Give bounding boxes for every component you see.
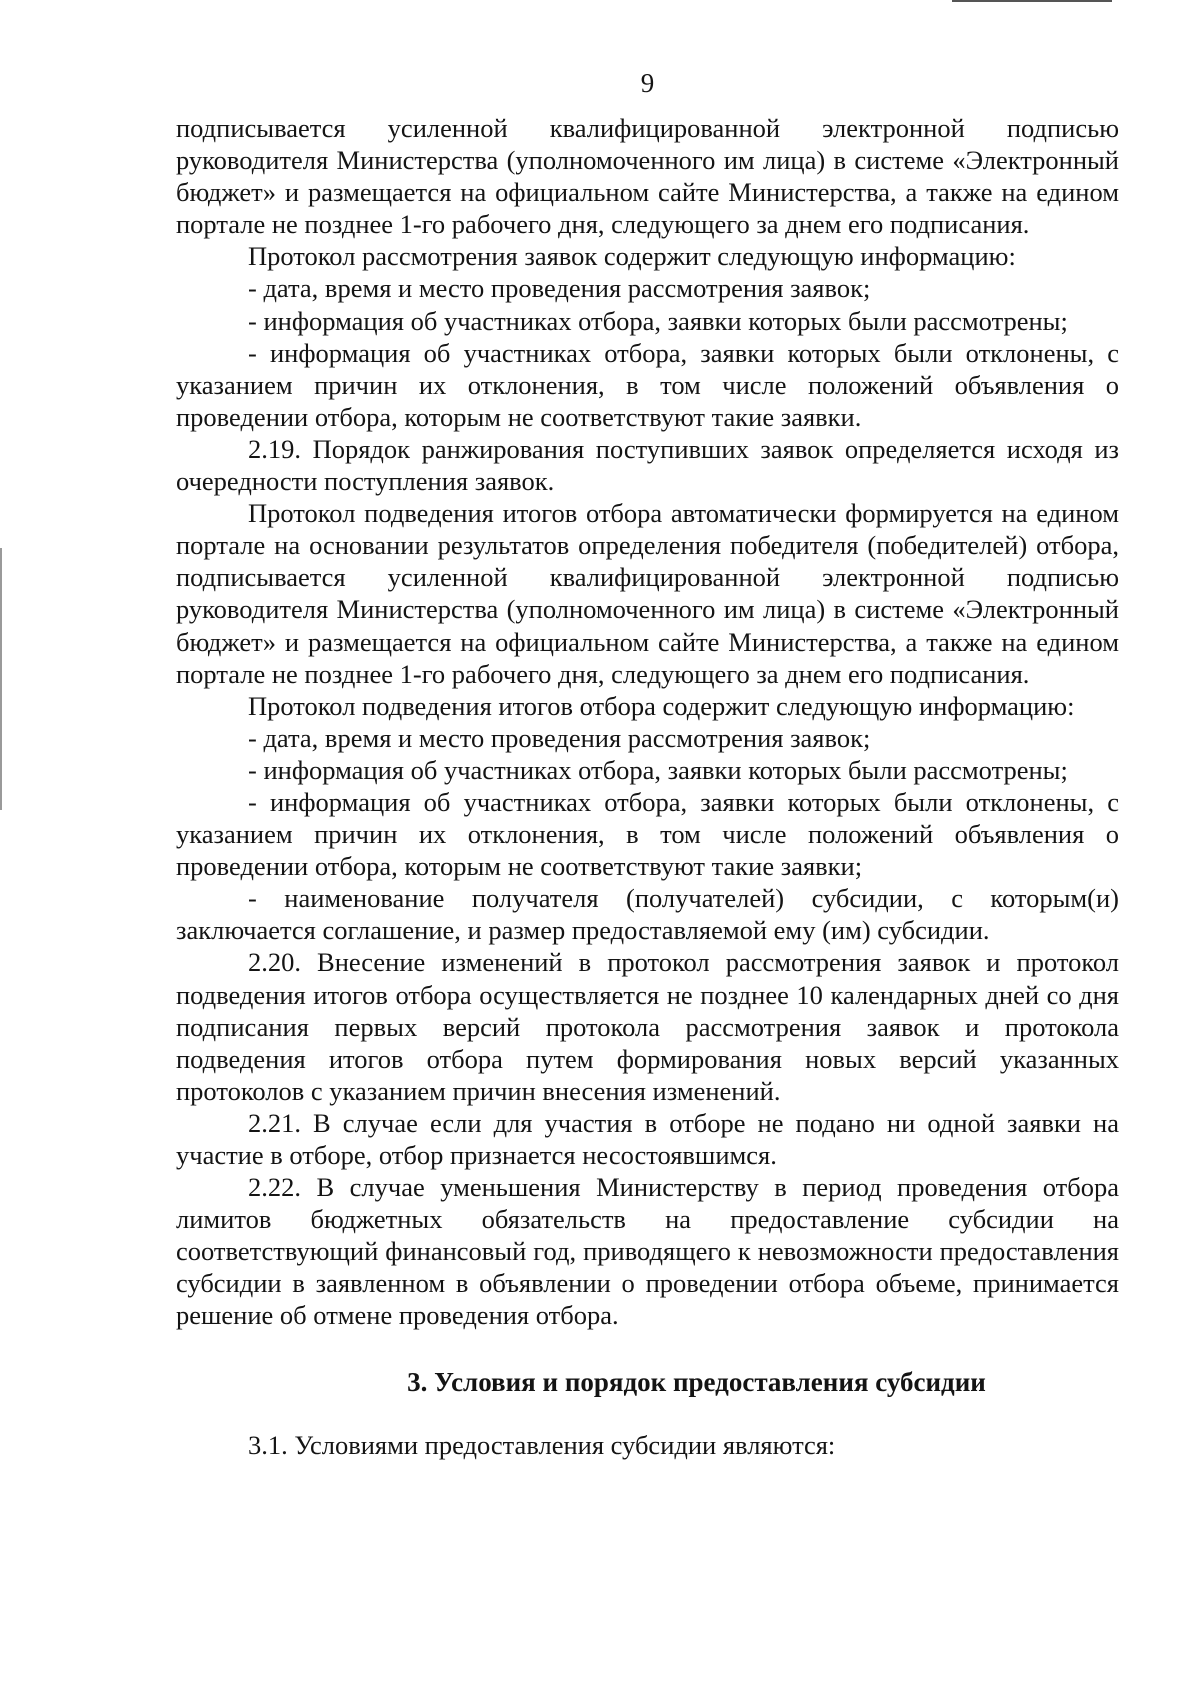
paragraph: 3.1. Условиями предоставления субсидии являются: <box>248 1429 836 1460</box>
list-item: - дата, время и место проведения рассмотрения заявок; <box>248 273 871 304</box>
document-body <box>176 112 1119 1461</box>
scan-margin-line <box>0 548 2 810</box>
paragraph: Протокол подведения итогов отбора содержит следующую информацию: <box>248 690 1075 721</box>
paragraph: 2.19. Порядок ранжирования поступивших заявок определяется исходя из очередности поступления заявок. <box>176 433 1119 497</box>
list-item: - дата, время и место проведения рассмотрения заявок; <box>248 722 871 753</box>
list-item: - информация об участниках отбора, заявки которых были отклонены, с указанием причин их отклонения, в том числе положений объявления о проведении отбора, которым не соответствуют такие заявки; <box>176 786 1119 882</box>
list-item: - информация об участниках отбора, заявки которых были рассмотрены; <box>248 305 1068 336</box>
paragraph: подписывается усиленной квалифицированной электронной подписью руководителя Министерства (уполномоченного им лица) в системе «Электронный бюджет» и размещается на официальном сайте Министерства, а также на едином портале не позднее 1-го рабочего дня, следующего за днем его подписания. <box>176 113 1119 240</box>
paragraph: Протокол рассмотрения заявок содержит следующую информацию: <box>248 241 1016 272</box>
paragraph: 2.22. В случае уменьшения Министерству в период проведения отбора лимитов бюджетных обязательств на предоставление субсидии на соответствующий финансовый год, приводящего к невозможности предоставления субсидии в заявленном в объявлении о проведении отбора объеме, принимается решение об отмене проведения отбора. <box>176 1172 1119 1331</box>
top-edge-rule <box>952 0 1112 2</box>
section-heading: 3. Условия и порядок предоставления субсидии <box>407 1366 986 1397</box>
list-item: - наименование получателя (получателей) субсидии, с которым(и) заключается соглашение, и размер предоставляемой ему (им) субсидии. <box>176 883 1119 946</box>
paragraph: 2.21. В случае если для участия в отборе не подано ни одной заявки на участие в отборе, отбор признается несостоявшимся. <box>176 1107 1119 1170</box>
page-number: 9 <box>640 68 655 98</box>
list-item: - информация об участниках отбора, заявки которых были отклонены, с указанием причин их отклонения, в том числе положений объявления о проведении отбора, которым не соответствуют такие заявки. <box>176 337 1119 432</box>
paragraph: 2.20. Внесение изменений в протокол рассмотрения заявок и протокол подведения итогов отбора осуществляется не позднее 10 календарных дней со дня подписания первых версий протокола рассмотрения заявок и протокола подведения итогов отбора путем формирования новых версий указанных протоколов с указанием причин внесения изменений. <box>176 947 1119 1106</box>
list-item: - информация об участниках отбора, заявки которых были рассмотрены; <box>248 754 1068 785</box>
paragraph: Протокол подведения итогов отбора автоматически формируется на едином портале на основании результатов определения победителя (победителей) отбора, подписывается усиленной квалифицированной электронной подписью руководителя Министерства (уполномоченного им лица) в системе «Электронный бюджет» и размещается на официальном сайте Министерства, а также на едином портале не позднее 1-го рабочего дня, следующего за днем его подписания. <box>176 498 1119 689</box>
